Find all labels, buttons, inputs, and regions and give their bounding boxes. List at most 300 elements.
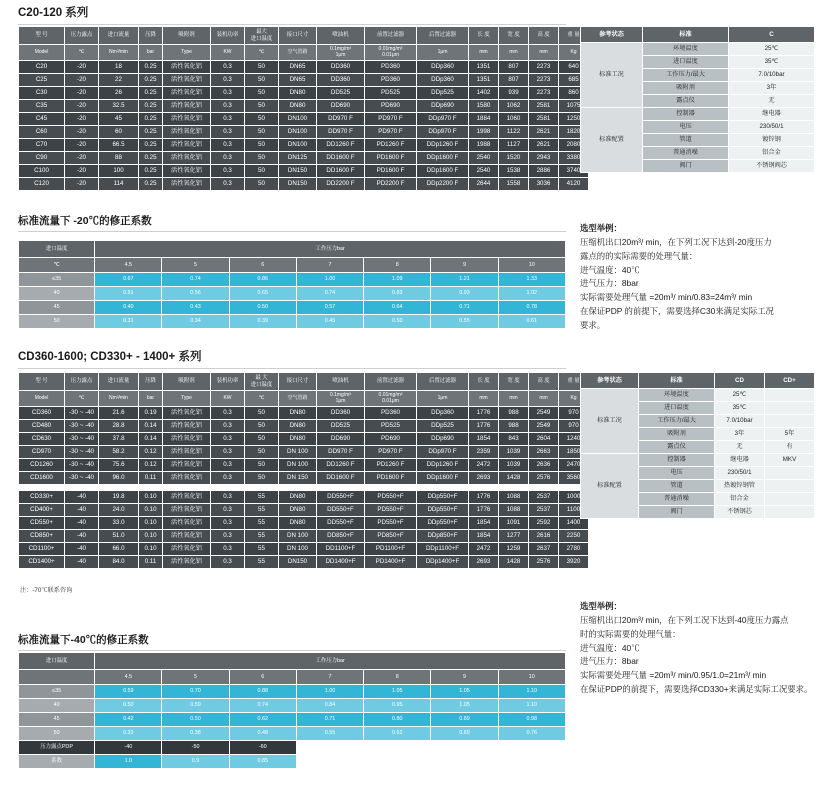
table-cell: C120 [19, 178, 65, 191]
table-cell: 0.25 [139, 165, 163, 178]
table-cell: PD970 F [365, 113, 417, 126]
table-header-row [19, 241, 566, 258]
table-cell: DN100 [279, 113, 317, 126]
table-cell: 1776 [469, 491, 499, 504]
table-cell: -40 [65, 504, 99, 517]
column-header-inlet-temp: 进口温度 [19, 241, 95, 258]
column-header: 后置过滤器 [417, 27, 469, 45]
coefficient-cell: 0.83 [364, 287, 431, 301]
coefficient-cell: 1.05 [364, 685, 431, 699]
table-row [19, 74, 589, 87]
table-cell: DD525 [317, 420, 365, 433]
table-cell: 1998 [469, 126, 499, 139]
table-cell: 100 [99, 165, 139, 178]
table-subheader-row [19, 258, 566, 273]
table-row [19, 446, 589, 459]
column-subheader: Kg [559, 391, 589, 407]
spec-value: 不锈钢阀芯 [729, 160, 815, 173]
table-cell: 0.3 [211, 87, 245, 100]
example-line: 要求。 [580, 320, 606, 331]
table-row [19, 100, 589, 113]
table-cell: 0.3 [211, 61, 245, 74]
spec-value [765, 402, 815, 415]
table-cell: -30 ~ -40 [65, 459, 99, 472]
table-cell: 0.11 [139, 556, 163, 569]
pressure-header: 9 [431, 258, 498, 273]
table-subheader-row [19, 391, 589, 407]
table-cell: DDp1400+F [417, 556, 469, 569]
table-cell: 2080 [559, 139, 589, 152]
table-cell: 2621 [529, 139, 559, 152]
spec-group-label: 标准配置 [581, 108, 643, 173]
table-cell: PD970 F [365, 126, 417, 139]
table-cell: 1776 [469, 407, 499, 420]
table-cell: DN65 [279, 61, 317, 74]
coefficient-cell: 0.61 [498, 315, 565, 329]
coefficient-cell: 0.70 [162, 685, 229, 699]
table-cell: 1351 [469, 74, 499, 87]
spec-value: 35℃ [729, 56, 815, 69]
column-subheader: 0.01mg/m³ 0.01μm [365, 45, 417, 61]
table-cell: PD525 [365, 87, 417, 100]
coefficient-cell: 0.88 [229, 685, 296, 699]
table-cell: DDp690 [417, 433, 469, 446]
spec-value: 25℃ [715, 389, 765, 402]
coef-value: 0.9 [162, 755, 229, 769]
table-cell: PD550+F [365, 504, 417, 517]
coefficient-cell: 0.38 [162, 727, 229, 741]
coefficient-cell: 1.00 [296, 273, 363, 287]
table-cell: 0.25 [139, 139, 163, 152]
table-cell: PD1600 F [365, 165, 417, 178]
table-row [19, 178, 589, 191]
table-cell: DN100 [279, 126, 317, 139]
table-cell: 活性氧化铝 [163, 504, 211, 517]
coefficient-cell: 0.65 [229, 287, 296, 301]
table-cell: 活性氧化铝 [163, 491, 211, 504]
table-cell: -30 ~ -40 [65, 407, 99, 420]
coefficient-cell: 0.50 [162, 713, 229, 727]
spec-value: 无 [715, 441, 765, 454]
table-cell: 0.10 [139, 504, 163, 517]
table-row [19, 472, 589, 485]
table-cell: DD550+F [317, 517, 365, 530]
table-subheader-row [19, 45, 589, 61]
table-row [19, 407, 589, 420]
table-cell: 55 [245, 543, 279, 556]
table-cell: 50 [245, 126, 279, 139]
column-header: 型 号 [19, 373, 65, 391]
table-cell: DDp970 F [417, 113, 469, 126]
table-cell: -20 [65, 100, 99, 113]
section-title-correction-40: 标准流量下-40℃的修正系数 [18, 632, 566, 651]
coefficient-cell: 0.50 [95, 699, 162, 713]
section-title-correction-20: 标准流量下 -20℃的修正系数 [18, 213, 566, 232]
table-cell: DDp525 [417, 420, 469, 433]
table-cell: 18 [99, 61, 139, 74]
table-cell: 32.5 [99, 100, 139, 113]
table-header-row [19, 373, 589, 391]
table-cell: 2537 [529, 491, 559, 504]
table-cell: 0.3 [211, 152, 245, 165]
table-cell: 0.3 [211, 446, 245, 459]
table-cell: C30 [19, 87, 65, 100]
column-subheader: ℃ [245, 391, 279, 407]
example-line: 实际需要处理气量 =20m³/ min/0.83=24m³/ min [580, 292, 753, 303]
table-cell: DDp550+F [417, 491, 469, 504]
table-cell: 2693 [469, 472, 499, 485]
table-cell: 55 [245, 491, 279, 504]
table-cell: 50 [245, 139, 279, 152]
temp-cell: 50 [19, 727, 95, 741]
table-cell: DN65 [279, 74, 317, 87]
table-cell: DD690 [317, 100, 365, 113]
spec-group-label: 标准配置 [581, 454, 639, 519]
table-cell: 1776 [469, 420, 499, 433]
table-cell: 2780 [559, 543, 589, 556]
table-cell: 1988 [469, 139, 499, 152]
table-cell: 2273 [529, 87, 559, 100]
table-cell: -20 [65, 61, 99, 74]
table-cell: 3560 [559, 472, 589, 485]
table-cell: 0.25 [139, 100, 163, 113]
example-line: 压缩机出口20m³/ min，在下列工况下达到-40度压力露点 [580, 614, 789, 625]
section-title-c20-120: C20-120 系列 [18, 4, 566, 25]
table-cell: 2581 [529, 113, 559, 126]
column-header: 长 度 [469, 27, 499, 45]
column-header: 最大 进口温度 [245, 27, 279, 45]
table-cell: PD690 [365, 100, 417, 113]
column-header: 型 号 [19, 27, 65, 45]
table-cell: 0.25 [139, 152, 163, 165]
table-cell: CD850+ [19, 530, 65, 543]
table-row [19, 126, 589, 139]
table-cell: PD690 [365, 433, 417, 446]
spec-key: 阀门 [639, 506, 715, 519]
table-cell: 2576 [529, 472, 559, 485]
table-cell: 1580 [469, 100, 499, 113]
column-header: 重 量 [559, 27, 589, 45]
table-cell: 活性氧化铝 [163, 74, 211, 87]
table-cell: 58.2 [99, 446, 139, 459]
table-cell: 50 [245, 87, 279, 100]
table-cell: 3380 [559, 152, 589, 165]
column-header: 高 度 [529, 373, 559, 391]
table-cell: C25 [19, 74, 65, 87]
table-cell: 活性氧化铝 [163, 87, 211, 100]
table-cell: 84.0 [99, 556, 139, 569]
temp-cell: 40 [19, 287, 95, 301]
table-cell: 3740 [559, 165, 589, 178]
table-cell: 55 [245, 517, 279, 530]
table-cell: 2250 [559, 530, 589, 543]
spec-value: 25℃ [729, 43, 815, 56]
table-cell: 2359 [469, 446, 499, 459]
table-cell: 活性氧化铝 [163, 407, 211, 420]
table-row [19, 87, 589, 100]
table-cell: 2636 [529, 459, 559, 472]
column-header-inlet-temp: 进口温度 [19, 653, 95, 670]
table-cell: DD550+F [317, 491, 365, 504]
table-cell: CD1260 [19, 459, 65, 472]
table-cell: 24.0 [99, 504, 139, 517]
coefficient-cell: 0.59 [162, 699, 229, 713]
table-cell: DDp550+F [417, 504, 469, 517]
table-cell: DN 100 [279, 446, 317, 459]
table-cell: 50 [245, 433, 279, 446]
table-cell: 2549 [529, 420, 559, 433]
table-cell: DN80 [279, 491, 317, 504]
table-cell: 1259 [499, 543, 529, 556]
example-block-1 [580, 222, 828, 333]
column-header: 喷油机 [317, 27, 365, 45]
table-cell: 0.25 [139, 178, 163, 191]
table-cell: PD1400+F [365, 556, 417, 569]
table-cell: 1428 [499, 472, 529, 485]
table-cell: 2472 [469, 543, 499, 556]
table-cell: 2621 [529, 126, 559, 139]
table-row [19, 420, 589, 433]
column-header: 压力露点 [65, 27, 99, 45]
table-cell: 0.10 [139, 517, 163, 530]
spec-value: 热镀锌钢管 [715, 480, 765, 493]
empty-cell [296, 741, 565, 755]
table-cell: PD360 [365, 61, 417, 74]
table-cell: 0.3 [211, 100, 245, 113]
column-subheader: KW [211, 391, 245, 407]
table-subheader-row [19, 670, 566, 685]
pressure-header: 5 [162, 670, 229, 685]
table-cell: 活性氧化铝 [163, 446, 211, 459]
table-cell: DDp550+F [417, 517, 469, 530]
table-cell: -40 [65, 517, 99, 530]
table-cell: DD360 [317, 407, 365, 420]
spec-value: 铝合金 [715, 493, 765, 506]
table-cell: 0.3 [211, 126, 245, 139]
table-cell: 活性氧化铝 [163, 433, 211, 446]
spec-column-header: 标准 [639, 373, 715, 389]
table-cell: -20 [65, 74, 99, 87]
table-cell: 50 [245, 472, 279, 485]
example-line: 在保证PDP的前提下，需要选择CD330+来满足实际工况要求。 [580, 684, 813, 695]
column-header: 压力露点 [65, 373, 99, 391]
spec-group-label: 标准工况 [581, 389, 639, 454]
table-cell: DN 150 [279, 472, 317, 485]
table-cell: 0.25 [139, 126, 163, 139]
column-subheader: mm [499, 391, 529, 407]
column-subheader: mm [499, 45, 529, 61]
column-subheader: 1μm [417, 45, 469, 61]
table-cell: 0.3 [211, 517, 245, 530]
temp-cell: ≤35 [19, 273, 95, 287]
table-cell: 807 [499, 74, 529, 87]
column-header-working-pressure: 工作压力bar [95, 653, 566, 670]
coefficient-cell: 0.74 [162, 273, 229, 287]
table-cell: DDp360 [417, 61, 469, 74]
table-cell: 1854 [469, 433, 499, 446]
coefficient-cell: 0.74 [229, 699, 296, 713]
table-cell: 75.6 [99, 459, 139, 472]
table-cell: 50 [245, 446, 279, 459]
column-header: 吸附剂 [163, 27, 211, 45]
column-header: 装机功率 [211, 27, 245, 45]
table-cell: 0.3 [211, 556, 245, 569]
table-row [19, 61, 589, 74]
table-cell: 2693 [469, 556, 499, 569]
pressure-header: 4.5 [95, 670, 162, 685]
table-row [19, 152, 589, 165]
spec-value [765, 415, 815, 428]
spec-key: 露点仪 [643, 95, 729, 108]
table-cell: 2273 [529, 74, 559, 87]
table-cell: DDp1100+F [417, 543, 469, 556]
table-cell: 2616 [529, 530, 559, 543]
coefficient-cell: 1.10 [498, 699, 565, 713]
table-cell: 0.10 [139, 530, 163, 543]
unit-header [19, 670, 95, 685]
coefficient-cell: 0.42 [95, 713, 162, 727]
table-row [19, 699, 566, 713]
column-subheader: Type [163, 391, 211, 407]
table-cell: 0.3 [211, 491, 245, 504]
table-cell: 2644 [469, 178, 499, 191]
column-header: 压降 [139, 27, 163, 45]
table-row [19, 530, 589, 543]
table-cell: 活性氧化铝 [163, 139, 211, 152]
table-cell: -20 [65, 165, 99, 178]
table-row [19, 543, 589, 556]
table-cell: PD850+F [365, 530, 417, 543]
spec-value: 铝合金 [729, 147, 815, 160]
coefficient-cell: 0.74 [296, 287, 363, 301]
table-cell: DDp1260 F [417, 459, 469, 472]
table-cell: 1240 [559, 433, 589, 446]
table-cell: 活性氧化铝 [163, 472, 211, 485]
table-cell: 66.0 [99, 543, 139, 556]
table-cell: 活性氧化铝 [163, 152, 211, 165]
table-row [19, 713, 566, 727]
coefficient-cell: 1.33 [498, 273, 565, 287]
table-cell: 50 [245, 74, 279, 87]
table-cell: PD550+F [365, 491, 417, 504]
table-cell: 1402 [469, 87, 499, 100]
table-cell: 1558 [499, 178, 529, 191]
coefficient-cell: 1.02 [498, 287, 565, 301]
pressure-header: 10 [498, 670, 565, 685]
spec-key: 管道 [643, 134, 729, 147]
table-cell: 1850 [559, 446, 589, 459]
spec-value: 7.0/10bar [715, 415, 765, 428]
table-cell: 2943 [529, 152, 559, 165]
table-cell: 4120 [559, 178, 589, 191]
table-cell: 0.14 [139, 433, 163, 446]
table-cell: 96.0 [99, 472, 139, 485]
spec-key: 工作压力/最大 [639, 415, 715, 428]
table-cell: 2273 [529, 61, 559, 74]
table-cell: 50 [245, 152, 279, 165]
table-cell: 活性氧化铝 [163, 556, 211, 569]
column-subheader: 0.1mg/m³ 1μm [317, 391, 365, 407]
spec-value: 5年 [765, 428, 815, 441]
spec-column-header: CD+ [765, 373, 815, 389]
spec-header-row [581, 373, 815, 389]
column-subheader: Model [19, 391, 65, 407]
table-row [19, 685, 566, 699]
table-cell: 0.3 [211, 178, 245, 191]
table-cell: 19.8 [99, 491, 139, 504]
table-cell: CD1400+ [19, 556, 65, 569]
table-cell: 50 [245, 459, 279, 472]
column-header: 重 量 [559, 373, 589, 391]
table-row [19, 517, 589, 530]
table-cell: 1250 [559, 113, 589, 126]
table-cell: DDp1600 F [417, 165, 469, 178]
table-cell: 活性氧化铝 [163, 61, 211, 74]
table-cell: 970 [559, 420, 589, 433]
spec-column-header: CD [715, 373, 765, 389]
table-cell: DD1600 F [317, 165, 365, 178]
coefficient-cell: 0.64 [364, 301, 431, 315]
column-subheader: mm [469, 391, 499, 407]
table-cell: PD1100+F [365, 543, 417, 556]
table-cell: DD360 [317, 74, 365, 87]
table-cell: PD1260 F [365, 459, 417, 472]
spec-value [765, 467, 815, 480]
column-subheader: mm [529, 391, 559, 407]
table-cell: C90 [19, 152, 65, 165]
table-cell: 活性氧化铝 [163, 543, 211, 556]
spec-column-header: 参考状态 [581, 373, 639, 389]
table-cell: -40 [65, 530, 99, 543]
table-cell: 2549 [529, 407, 559, 420]
table-cell: 22 [99, 74, 139, 87]
table-cell: DN80 [279, 517, 317, 530]
table-row [19, 315, 566, 329]
table-cell: 0.19 [139, 407, 163, 420]
temp-cell: ≤35 [19, 685, 95, 699]
coefficient-cell: 0.93 [431, 287, 498, 301]
coefficient-cell: 0.50 [229, 301, 296, 315]
table-cell: 1538 [499, 165, 529, 178]
spec-key: 电压 [639, 467, 715, 480]
table-cell: 0.3 [211, 407, 245, 420]
table-cell: C45 [19, 113, 65, 126]
example-2-title: 选型举例： [580, 601, 622, 611]
coefficient-cell: 0.40 [95, 301, 162, 315]
spec-value [765, 480, 815, 493]
table-cell: 55 [245, 556, 279, 569]
table-cell: CD630 [19, 433, 65, 446]
table-cell: 1820 [559, 126, 589, 139]
table-cell: 活性氧化铝 [163, 517, 211, 530]
table-cell: 0.3 [211, 530, 245, 543]
table-cell: 45 [99, 113, 139, 126]
spec-value: 35℃ [715, 402, 765, 415]
table-cell: 860 [559, 87, 589, 100]
table-cell: DDp1260 F [417, 139, 469, 152]
spec-group-label: 标准工况 [581, 43, 643, 108]
table-cell: 0.25 [139, 61, 163, 74]
example-1-title: 选型举例： [580, 223, 622, 233]
table-cell: 0.10 [139, 543, 163, 556]
coefficient-cell: 1.21 [431, 273, 498, 287]
table-cell: -20 [65, 178, 99, 191]
column-header: 压降 [139, 373, 163, 391]
table-cell: 843 [499, 433, 529, 446]
table-cell: 0.25 [139, 87, 163, 100]
table-cd360-1600 [18, 372, 589, 569]
temp-cell: 45 [19, 301, 95, 315]
